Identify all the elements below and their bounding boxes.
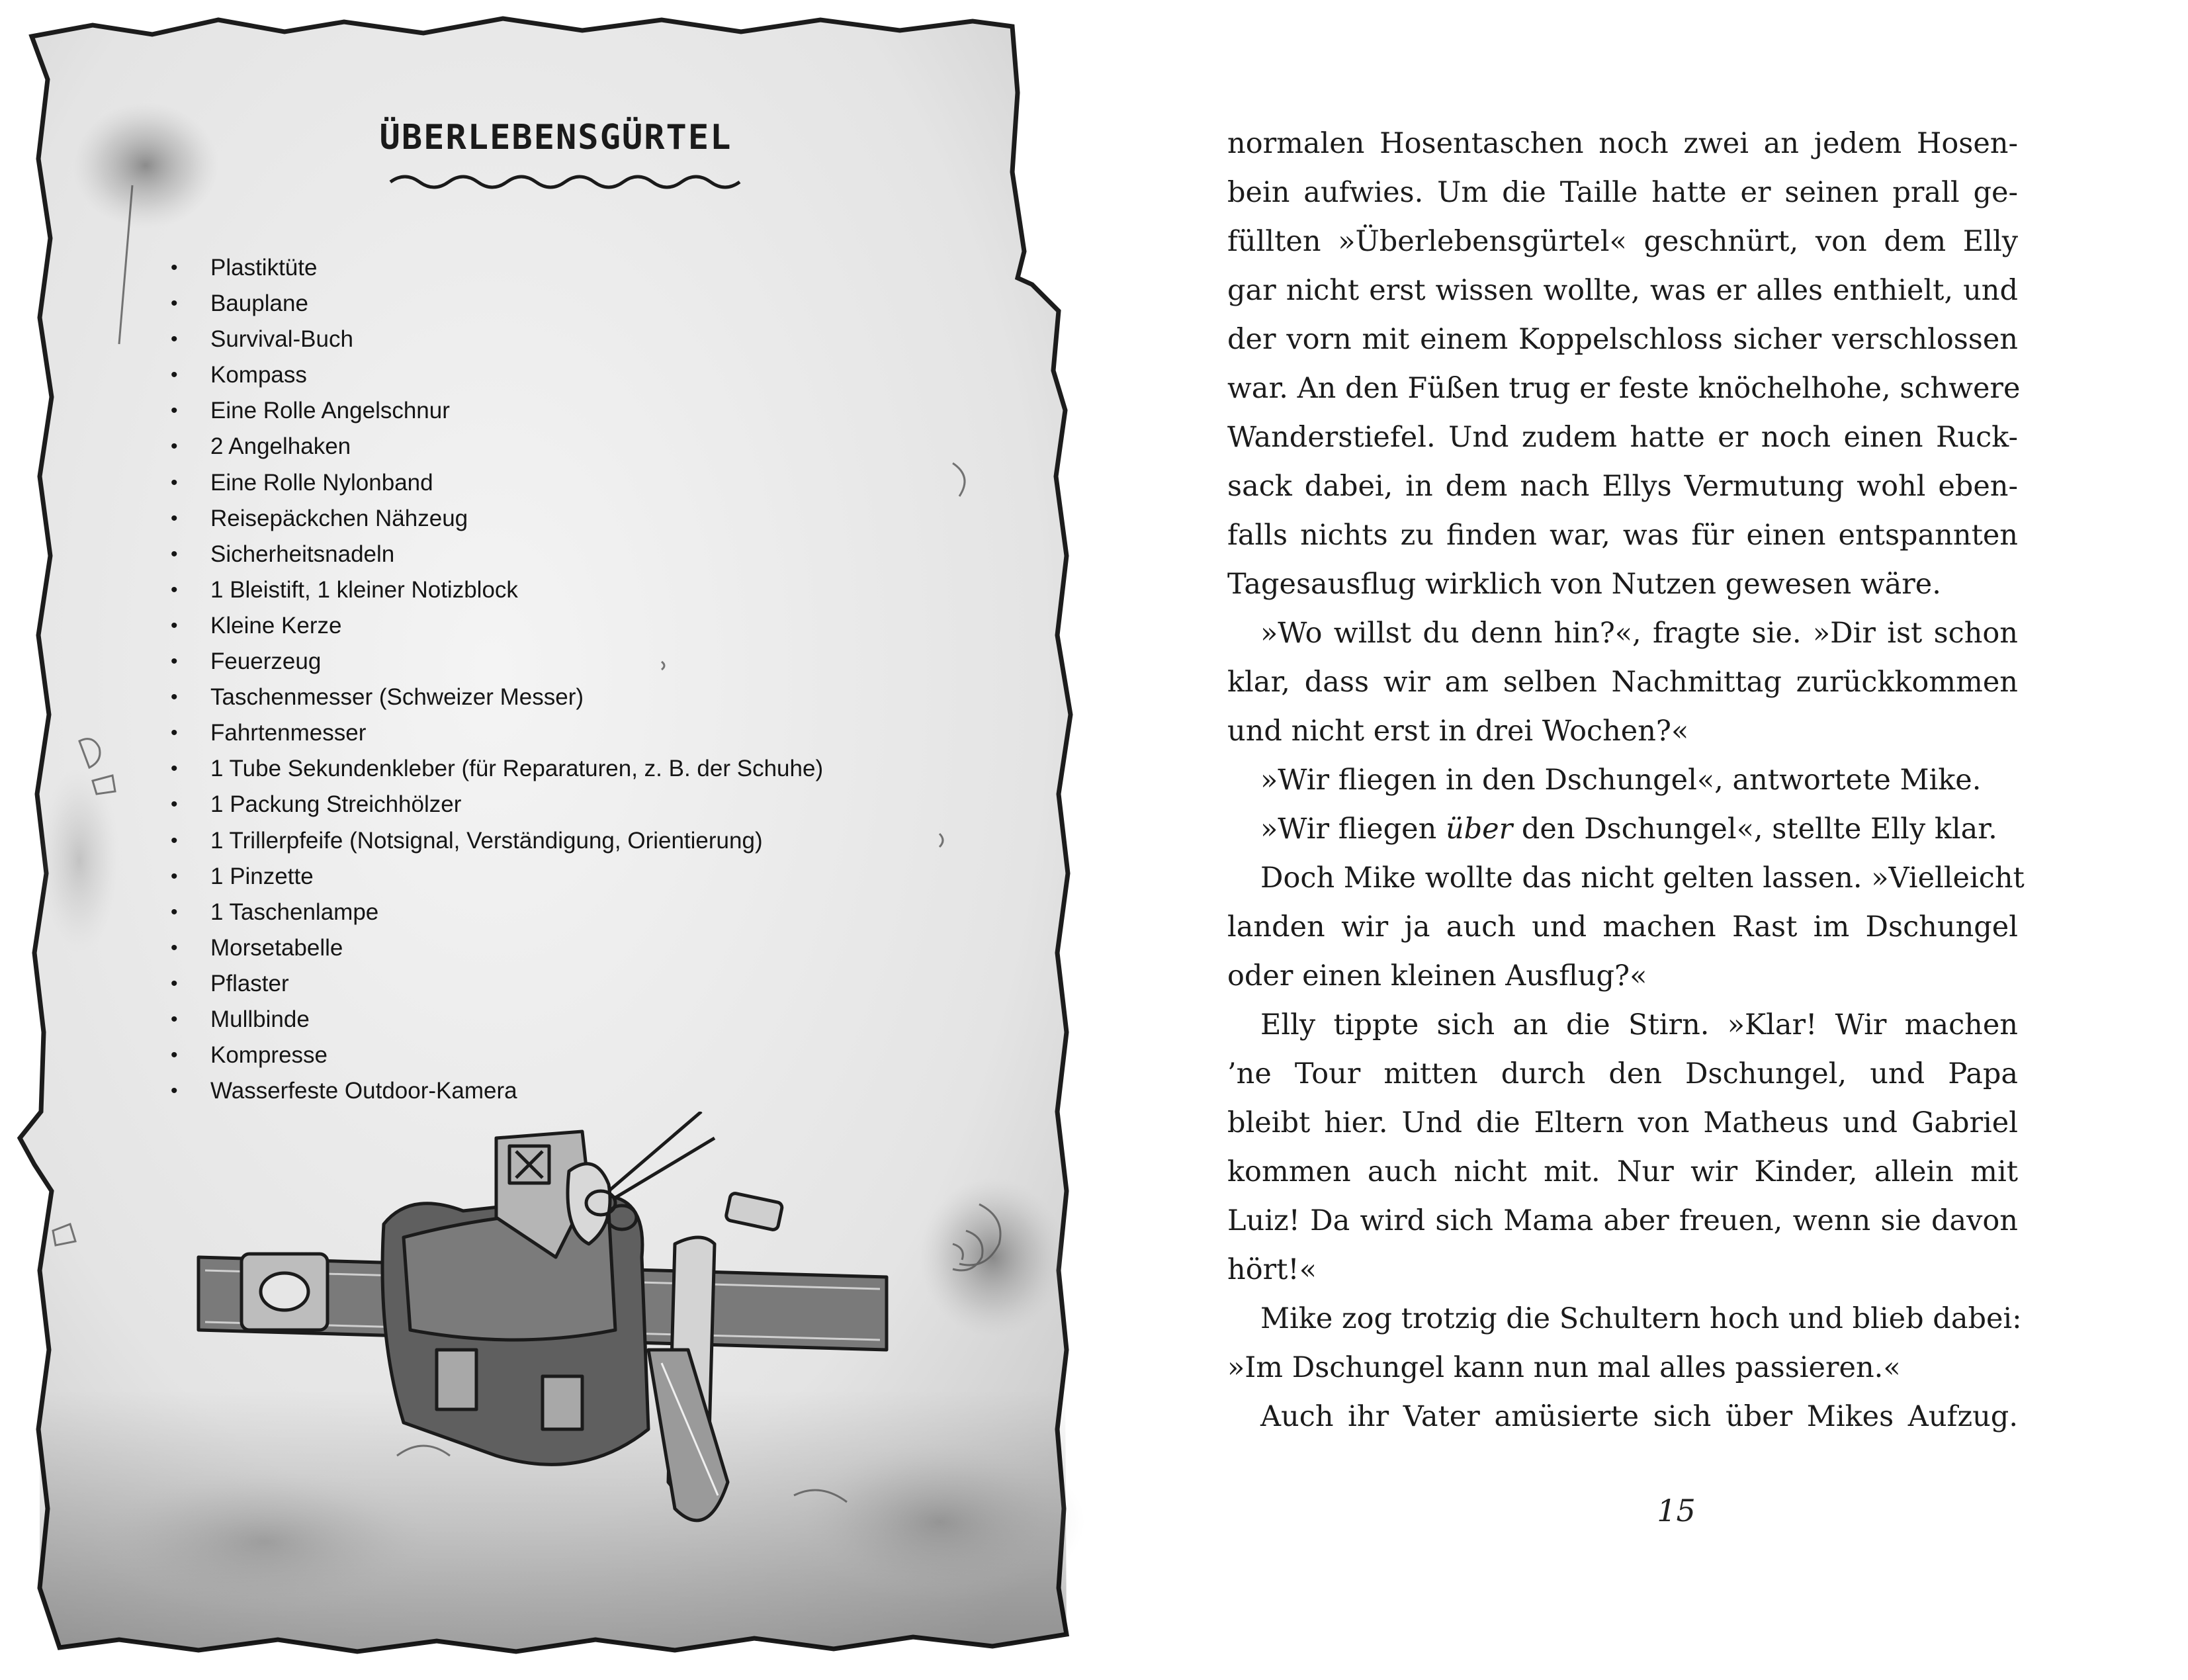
survival-item-list (165, 250, 959, 1109)
text-line: normalen Hosentaschen noch zwei an jedem Hosen- (1227, 127, 2018, 160)
list-item: • Eine Rolle Nylonband (165, 465, 959, 501)
text-line: oder einen kleinen Ausflug?« (1227, 959, 1647, 993)
page-number: 15 (1657, 1493, 1696, 1528)
list-item: • Wasserfeste Outdoor-Kamera (165, 1073, 959, 1109)
list-item: • Kleine Kerze (165, 608, 959, 644)
text-line (1227, 805, 2018, 854)
list-item: • 1 Taschenlampe (165, 895, 959, 930)
right-page (1164, 0, 2188, 1680)
text-fragment: den Dschungel«, stellte Elly klar. (1512, 813, 1997, 846)
text-line: gar nicht erst wissen wollte, was er alles enthielt, und (1227, 274, 2018, 307)
text-line: Auch ihr Vater amüsierte sich über Mikes Aufzug. (1260, 1400, 2018, 1433)
text-line: falls nichts zu finden war, was für einen entspannten (1227, 519, 2018, 552)
text-line: Luiz! Da wird sich Mama aber freuen, wenn sie davon (1227, 1204, 2018, 1237)
text-line: bleibt hier. Und die Eltern von Matheus und Gabriel (1227, 1106, 2018, 1139)
list-item: • Plastiktüte (165, 250, 959, 286)
text-line: »Im Dschungel kann nun mal alles passieren.« (1227, 1351, 1901, 1384)
list-item: • Reisepäckchen Nähzeug (165, 501, 959, 537)
text-line: kommen auch nicht mit. Nur wir Kinder, allein mit (1227, 1155, 2018, 1188)
text-line: »Wir fliegen in den Dschungel«, antwortete Mike. (1260, 764, 1982, 797)
text-line: Wanderstiefel. Und zudem hatte er noch einen Ruck- (1227, 421, 2018, 454)
body-text (1227, 119, 2025, 1441)
list-item: • Bauplane (165, 286, 959, 322)
text-line: landen wir ja auch und machen Rast im Dschungel (1227, 910, 2018, 944)
text-line: »Wo willst du denn hin?«, fragte sie. »Dir ist schon (1260, 617, 2018, 650)
text-line: klar, dass wir am selben Nachmittag zurückkommen (1227, 666, 2018, 699)
list-item: • 1 Trillerpfeife (Notsignal, Verständigung, Orientierung) (165, 823, 959, 859)
survival-belt-drawing (185, 1112, 953, 1562)
list-item: • Morsetabelle (165, 930, 959, 966)
list-item: • 2 Angelhaken (165, 429, 959, 464)
list-item: • 1 Tube Sekundenkleber (für Reparaturen, z. B. der Schuhe) (165, 751, 959, 787)
text-line: der vorn mit einem Koppelschloss sicher verschlossen (1227, 323, 2018, 356)
list-item: • Fahrtenmesser (165, 715, 959, 751)
list-item: • Kompresse (165, 1038, 959, 1073)
emphasis-ueber: über (1445, 813, 1513, 846)
text-line: und nicht erst in drei Wochen?« (1227, 715, 1689, 748)
list-item: • Survival-Buch (165, 322, 959, 357)
text-line: bein aufwies. Um die Taille hatte er seinen prall ge- (1227, 176, 2018, 209)
list-item: • Taschenmesser (Schweizer Messer) (165, 680, 959, 715)
list-item: • Eine Rolle Angelschnur (165, 393, 959, 429)
list-item: • Kompass (165, 357, 959, 393)
list-item: • 1 Bleistift, 1 kleiner Notizblock (165, 572, 959, 608)
text-fragment: »Wir fliegen (1260, 813, 1446, 846)
list-item: • Feuerzeug (165, 644, 959, 680)
text-line: Mike zog trotzig die Schultern hoch und blieb dabei: (1260, 1302, 2022, 1335)
list-item: • Sicherheitsnadeln (165, 537, 959, 572)
list-item: • Mullbinde (165, 1002, 959, 1038)
list-item: • Pflaster (165, 966, 959, 1002)
text-line: hört!« (1227, 1253, 1317, 1286)
list-item: • 1 Pinzette (165, 859, 959, 895)
text-line: ’ne Tour mitten durch den Dschungel, und Papa (1227, 1057, 2018, 1090)
text-line: Tagesausflug wirklich von Nutzen gewesen wäre. (1227, 568, 1941, 601)
text-line: Elly tippte sich an die Stirn. »Klar! Wir machen (1260, 1008, 2018, 1041)
title-wave-divider (387, 169, 744, 195)
list-item: • 1 Packung Streichhölzer (165, 787, 959, 822)
text-line: Doch Mike wollte das nicht gelten lassen. »Vielleicht (1260, 862, 2025, 895)
text-line: sack dabei, in dem nach Ellys Vermutung wohl eben- (1227, 470, 2018, 503)
list-title: ÜBERLEBENSGÜRTEL (379, 118, 732, 157)
text-line: füllten »Überlebensgürtel« geschnürt, von dem Elly (1227, 225, 2018, 258)
text-line: war. An den Füßen trug er feste knöchelhohe, schwere (1227, 372, 2021, 405)
